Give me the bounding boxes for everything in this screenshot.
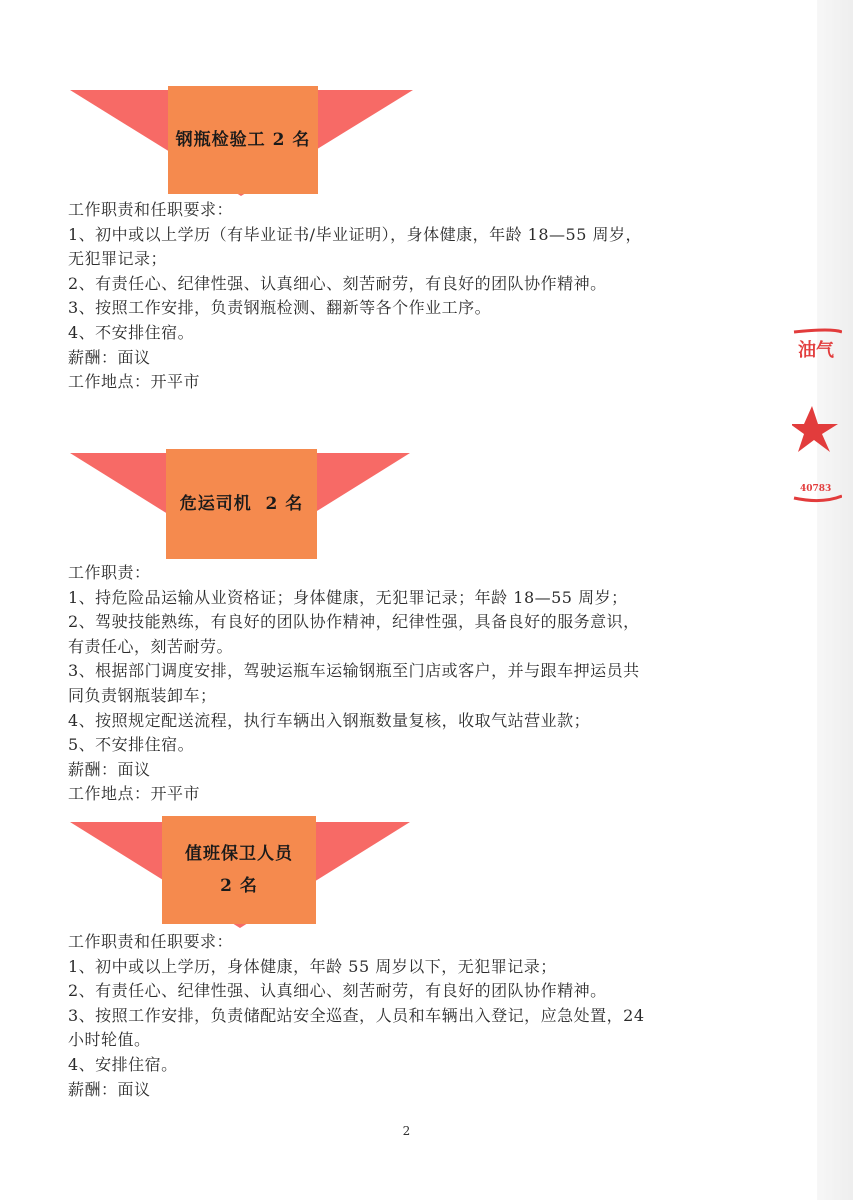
banner-box [166,449,317,559]
text-line: 1、初中或以上学历，身体健康，年龄 55 周岁以下，无犯罪记录； [68,956,557,976]
job-title: 钢瓶检验工 2 名 [175,129,311,150]
salary-line: 薪酬：面议 [68,1079,151,1099]
seal-stamp [792,328,842,508]
job-title: 危运司机 2 名 [179,493,304,514]
text-line: 工作职责和任职要求： [68,932,234,951]
text-line: 3、根据部门调度安排，驾驶运瓶车运输钢瓶至门店或客户，并与跟车押运员共 [68,661,640,681]
banner-box [168,86,318,194]
location-line: 工作地点：开平市 [68,784,201,804]
page-number: 2 [402,1124,411,1138]
text-line: 1、初中或以上学历（有毕业证书/毕业证明），身体健康，年龄 18—55 周岁， [68,224,642,244]
text-line: 2、有责任心、纪律性强、认真细心、刻苦耐劳，有良好的团队协作精神。 [68,981,607,1001]
text-line: 2、驾驶技能熟练，有良好的团队协作精神，纪律性强，具备良好的服务意识， [68,612,640,632]
ribbon-shape [0,816,853,928]
text-line: 3、按照工作安排，负责储配站安全巡查，人员和车辆出入登记，应急处置，24 [68,1005,645,1025]
salary-line: 薪酬：面议 [68,759,151,779]
text-line: 4、不安排住宿。 [68,322,195,342]
banner-box [162,816,316,924]
text-line: 4、安排住宿。 [68,1054,178,1074]
text-line: 小时轮值。 [68,1030,151,1050]
seal-text: 油气 [798,340,834,361]
job-2-description [68,561,768,807]
location-line: 工作地点：开平市 [68,372,201,392]
text-line: 4、按照规定配送流程，执行车辆出入钢瓶数量复核，收取气站营业款； [68,710,591,730]
job-banner-1 [0,86,853,196]
job-3-description [68,930,768,1102]
job-banner-3 [0,816,853,928]
job-1-description [68,198,768,395]
salary-line: 薪酬：面议 [68,347,151,367]
text-line: 3、按照工作安排，负责钢瓶检测、翻新等各个作业工序。 [68,298,492,318]
text-line: 有责任心，刻苦耐劳。 [68,636,234,656]
job-title-line-1: 值班保卫人员 [185,843,293,864]
job-title-line-2: 2 名 [220,876,258,896]
text-line: 1、持危险品运输从业资格证；身体健康，无犯罪记录；年龄 18—55 周岁； [68,587,628,607]
ribbon-shape [0,449,853,561]
ribbon-shape [0,86,853,196]
text-line: 工作职责和任职要求： [68,200,234,219]
job-banner-2 [0,449,853,561]
seal-number: 40783 [800,484,832,494]
text-line: 工作职责： [68,563,151,582]
text-line: 5、不安排住宿。 [68,735,195,755]
text-line: 无犯罪记录； [68,249,168,269]
text-line: 2、有责任心、纪律性强、认真细心、刻苦耐劳，有良好的团队协作精神。 [68,273,607,293]
text-line: 同负责钢瓶装卸车； [68,685,217,705]
